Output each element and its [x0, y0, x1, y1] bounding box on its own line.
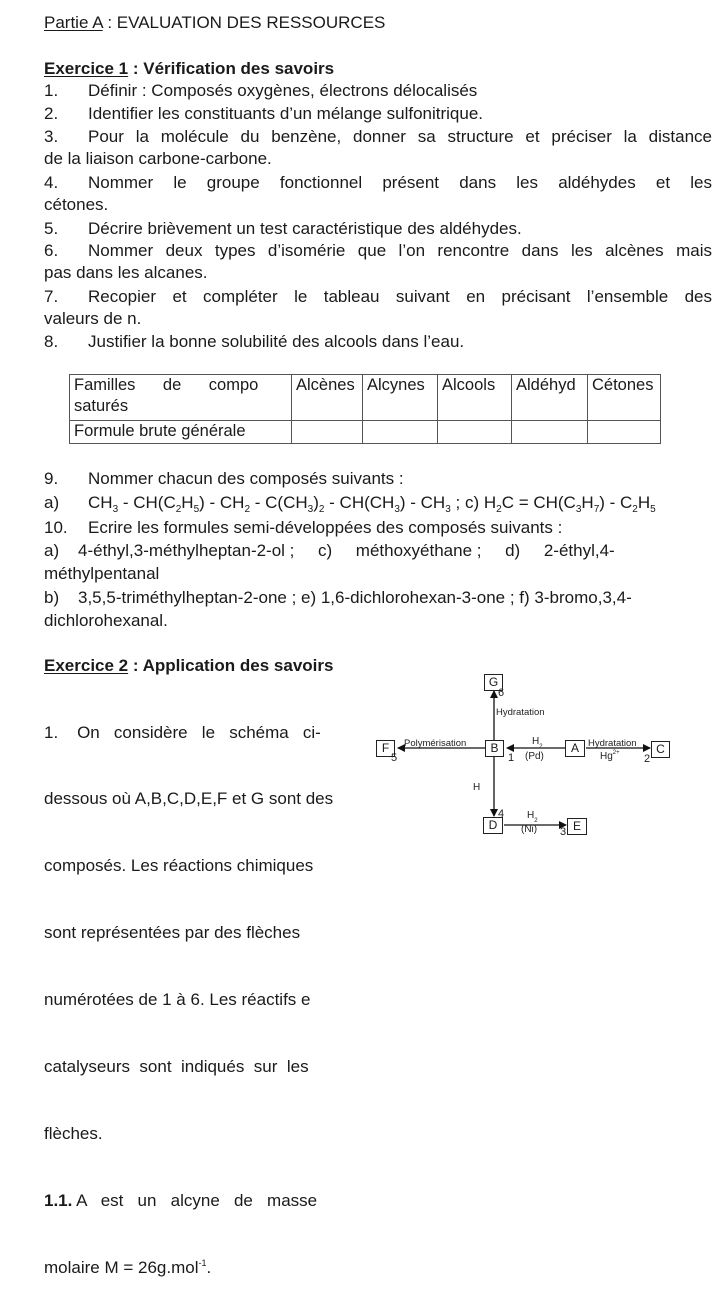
- ex2-paragraph: [44, 678, 362, 1302]
- label-pd: (Pd): [525, 751, 544, 762]
- hg-charge: 2+: [612, 750, 620, 756]
- formula-c: $H_2C = CH(C_3H_7) - C_2H_5$: [479, 493, 656, 515]
- ex2-q11-cont: [44, 1257, 362, 1280]
- item-text: Pour la molécule du benzène, donner sa structure et préciser la distance: [88, 127, 712, 146]
- table-row-families: [70, 375, 661, 421]
- row-header-line1: Familles de compo: [74, 376, 259, 394]
- exercise1-title: : Vérification des savoirs: [128, 59, 335, 78]
- label-hydratation-2: Hydratation: [588, 738, 637, 749]
- item-text: Ecrire les formules semi-développées des composés suivants :: [88, 518, 563, 537]
- item10-line-b-cont: dichlorohexanal.: [44, 611, 168, 630]
- h2-text: H: [532, 736, 540, 747]
- item-number: 4.: [44, 173, 59, 192]
- exercise1-heading: [44, 58, 334, 80]
- reaction-scheme: [360, 660, 720, 850]
- row-header-line2: saturés: [74, 397, 129, 415]
- label-h2-3: $H_2$: [527, 810, 538, 824]
- exercise1-label: Exercice 1: [44, 59, 129, 78]
- arrow-number-1: 1: [508, 752, 515, 764]
- item-number: 1.: [44, 81, 59, 100]
- compound-box-b: B: [485, 740, 504, 757]
- ex1-item-5: [44, 218, 522, 240]
- q11-end: .: [206, 1258, 212, 1277]
- exercise2-title: : Application des savoirs: [128, 656, 334, 675]
- label-polymerisation-5: Polymérisation: [404, 738, 467, 749]
- compound-box-c: C: [651, 741, 670, 758]
- item-text: Recopier et compléter le tableau suivant en précisant l’ensemble des: [88, 287, 712, 306]
- ex2-line: numérotées de 1 à 6. Les réactifs e: [44, 990, 311, 1009]
- table-col-header: Cétones: [588, 375, 661, 421]
- part-label: Partie A: [44, 13, 103, 32]
- table-row-header: [70, 375, 292, 421]
- h2-text: H: [527, 810, 535, 821]
- compound-box-a: A: [565, 740, 585, 757]
- arrow-number-4: 4: [498, 808, 505, 820]
- q11-text: A est un alcyne de masse: [72, 1191, 318, 1210]
- item-number: 6.: [44, 241, 59, 260]
- ex2-line: sont représentées par des flèches: [44, 923, 301, 942]
- q11-number: 1.1.: [44, 1191, 73, 1210]
- table-cell: [512, 421, 588, 444]
- ex2-q11: [44, 1190, 362, 1213]
- ex1-item-8: [44, 331, 464, 353]
- families-table: [69, 374, 661, 444]
- item10-line-a-cont: méthylpentanal: [44, 564, 160, 583]
- arrow-number-3: 3: [560, 826, 567, 838]
- item-number: 5.: [44, 219, 59, 238]
- label-hydratation-6: Hydratation: [496, 707, 545, 718]
- item-text: Justifier la bonne solubilité des alcools dans l’eau.: [88, 332, 465, 351]
- table-col-header: Alcools: [438, 375, 512, 421]
- q11-text-cont: molaire M = 26g.mol: [44, 1258, 199, 1277]
- ex1-item-10: [44, 517, 562, 539]
- formula-c-label: ; c): [455, 493, 480, 512]
- table-cell: [588, 421, 661, 444]
- ex1-item-3: [44, 126, 712, 170]
- ex1-item-7: [44, 286, 712, 330]
- exercise2-label: Exercice 2: [44, 656, 129, 675]
- compound-box-d: D: [483, 817, 503, 834]
- arrow-number-2: 2: [644, 753, 651, 765]
- ex1-item-1: [44, 80, 477, 102]
- item-number: 3.: [44, 127, 59, 146]
- table-col-header: Aldéhyd: [512, 375, 588, 421]
- label-h2-1: $H_2$: [532, 736, 543, 750]
- table-cell: [438, 421, 512, 444]
- item-number: 8.: [44, 332, 59, 351]
- ex2-line: composés. Les réactions chimiques: [44, 856, 314, 875]
- table-row-formula: [70, 421, 661, 444]
- table-col-header: Alcènes: [292, 375, 363, 421]
- ex1-item-4: [44, 172, 712, 216]
- formula-a: $CH_3 - CH(C_2H_5) - CH_2 - C(CH_3)_2 - CH(CH_3) - CH_3$: [88, 493, 451, 515]
- part-heading: [44, 12, 385, 34]
- arrow-number-5: 5: [391, 752, 398, 764]
- ex2-line: catalyseurs sont indiqués sur les: [44, 1057, 309, 1076]
- item-text-continued: cétones.: [44, 195, 109, 214]
- item-text: Nommer le groupe fonctionnel présent dans les aldéhydes et les: [88, 173, 712, 192]
- ex1-item-2: [44, 103, 483, 125]
- compound-box-e: E: [567, 818, 587, 835]
- item-number: 10.: [44, 518, 68, 537]
- exercise2-heading: [44, 655, 333, 677]
- label-h-4: H: [473, 782, 481, 793]
- item-text-continued: de la liaison carbone-carbone.: [44, 149, 272, 168]
- item-number: 9.: [44, 469, 59, 488]
- hg-text: Hg: [600, 751, 613, 762]
- compound-box-f: F: [376, 740, 395, 757]
- ex2-line: flèches.: [44, 1124, 103, 1143]
- item-number: 7.: [44, 287, 59, 306]
- label-hg2: [600, 751, 620, 762]
- ex1-item-9: [44, 468, 404, 490]
- item-text: Nommer deux types d’isomérie que l’on rencontre dans les alcènes mais: [88, 241, 712, 260]
- ex1-item-6: [44, 240, 712, 284]
- item-text-continued: pas dans les alcanes.: [44, 263, 208, 282]
- item-text: Décrire brièvement un test caractéristique des aldéhydes.: [88, 219, 522, 238]
- formula-a-label: a): [44, 493, 60, 512]
- item-text: Nommer chacun des composés suivants :: [88, 469, 404, 488]
- item-text-continued: valeurs de n.: [44, 309, 142, 328]
- compound-box-g: G: [484, 674, 503, 691]
- item-number: 2.: [44, 104, 59, 123]
- table-cell: [363, 421, 438, 444]
- part-title: : EVALUATION DES RESSOURCES: [102, 13, 386, 32]
- table-row-header: Formule brute générale: [70, 421, 292, 444]
- ex2-line: 1. On considère le schéma ci-: [44, 723, 321, 742]
- arrow-number-6: 6: [498, 687, 505, 699]
- item-text: Identifier les constituants d’un mélange sulfonitrique.: [88, 104, 484, 123]
- table-cell: [292, 421, 363, 444]
- item10-line-b: b) 3,5,5-triméthylheptan-2-one ; e) 1,6-dichlorohexan-3-one ; f) 3-bromo,3,4-: [44, 588, 632, 607]
- q11-exponent: -1: [198, 1258, 207, 1268]
- label-ni: (Ni): [521, 824, 538, 835]
- ex1-item-9-formulas: [44, 492, 656, 514]
- ex2-line: dessous où A,B,C,D,E,F et G sont des: [44, 789, 334, 808]
- item-text: Définir : Composés oxygènes, électrons délocalisés: [88, 81, 478, 100]
- item10-line-a: a) 4-éthyl,3-méthylheptan-2-ol ; c) méthoxyéthane ; d) 2-éthyl,4-: [44, 541, 615, 560]
- table-col-header: Alcynes: [363, 375, 438, 421]
